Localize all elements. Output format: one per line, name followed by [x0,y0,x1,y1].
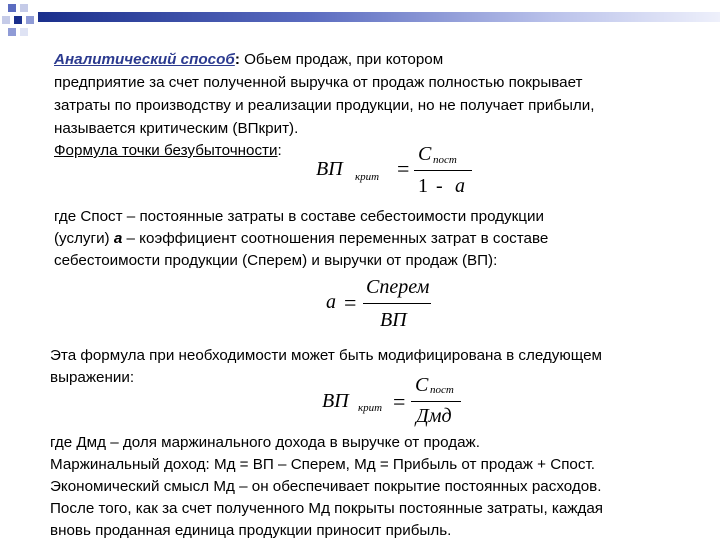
fraction-bar [363,303,431,304]
explanation-line-1: где Дмд – доля маржинального дохода в выручке от продаж. [50,434,480,451]
def-line-3: себестоимости продукции (Сперем) и выручки от продаж (ВП): [54,252,498,269]
intro-line-4: называется критическим (ВПкрит). [54,120,299,137]
def-line-2: (услуги) а – коэффициент соотношения переменных затрат в составе [54,230,549,247]
header-gradient-bar [38,12,720,22]
explanation-line-4: После того, как за счет полученного Мд покрыты постоянные затраты, каждая [50,500,604,517]
explanation-line-3: Экономический смысл Мд – он обеспечивает покрытие постоянных расходов. [50,478,602,495]
modification-line-2: выражении: [50,369,135,386]
def-line-1: где Спост – постоянные затраты в составе себестоимости продукции [54,208,544,225]
fraction-bar [411,401,461,402]
intro-line-2: предприятие за счет полученной выручка от продаж полностью покрывает [54,74,583,91]
explanation-line-5: вновь проданная единица продукции приносит прибыль. [50,522,452,539]
intro-line-3: затраты по производству и реализации продукции, но не получает прибыли, [54,97,595,114]
explanation-line-2: Маржинальный доход: Мд = ВП – Сперем, Мд = Прибыль от продаж + Спост. [50,456,595,473]
intro-line-1: Аналитический способ: Обьем продаж, при котором [54,51,444,68]
modification-line-1: Эта формула при необходимости может быть модифицирована в следующем [50,347,602,364]
decorative-squares [0,0,36,44]
section-heading: Аналитический способ [54,51,235,68]
formula-title: Формула точки безубыточности: [54,142,282,159]
fraction-bar [414,170,472,171]
